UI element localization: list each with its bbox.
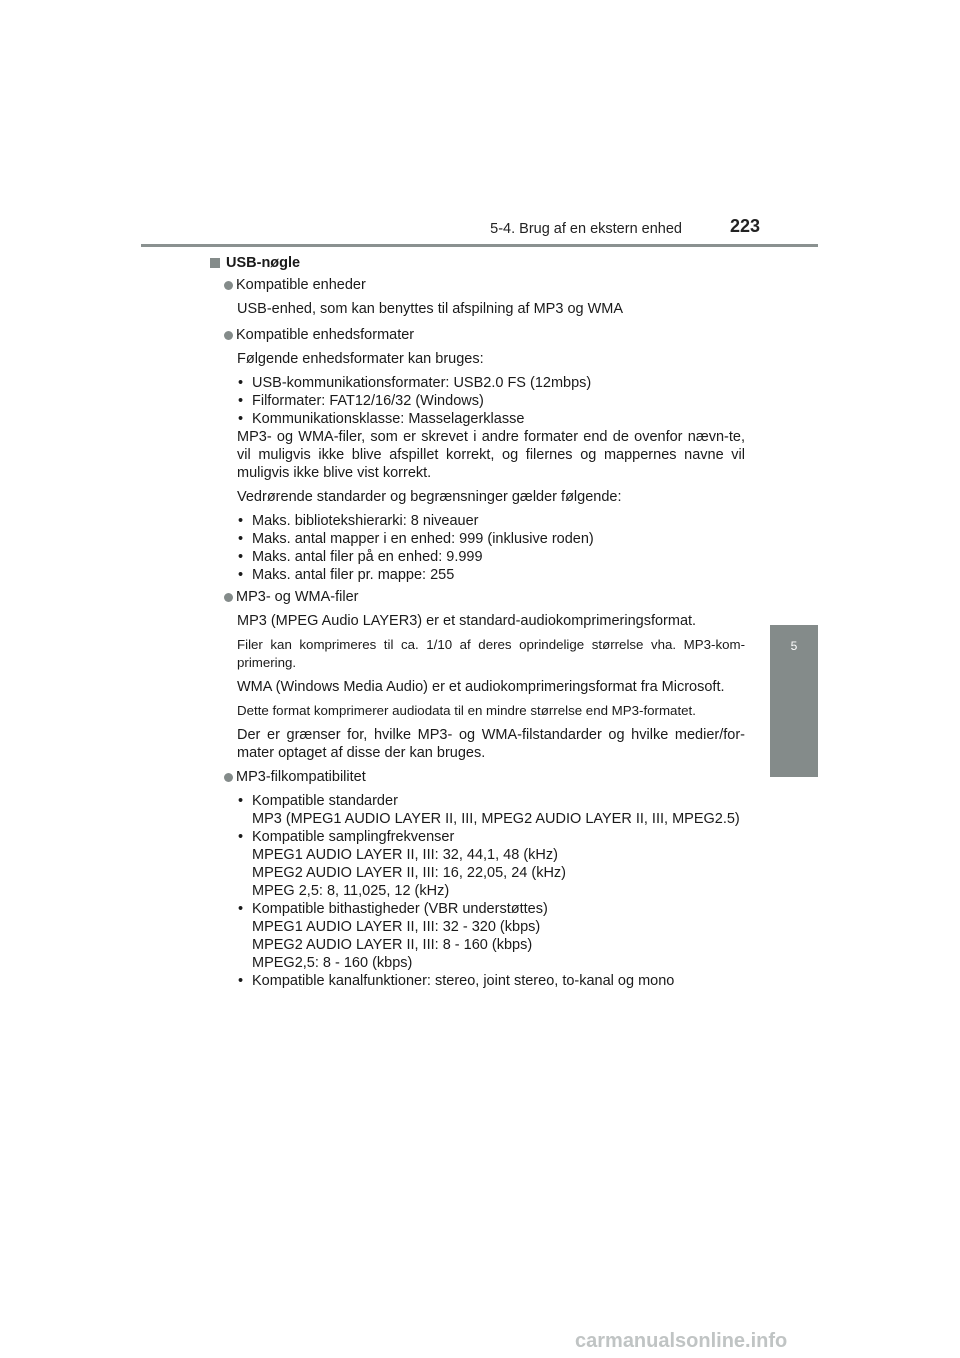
list-item-detail: MPEG1 AUDIO LAYER II, III: 32, 44,1, 48 (kHz) (252, 847, 558, 863)
list-item: • Kompatible bithastigheder (VBR understøttes) (237, 900, 745, 918)
subheading-text: MP3- og WMA-filer (236, 589, 359, 605)
limits-list (210, 512, 745, 584)
paragraph: Følgende enhedsformater kan bruges: (237, 351, 484, 367)
paragraph: Vedrørende standarder og begrænsninger gælder følgende: (237, 489, 622, 505)
subheading-device-formats (210, 326, 745, 344)
paragraph: USB-enhed, som kan benyttes til afspilning af MP3 og WMA (237, 301, 624, 317)
list-item: • Kompatible samplingfrekvenser (237, 828, 745, 846)
subheading-text: MP3-filkompatibilitet (236, 769, 366, 785)
chapter-side-tab (770, 625, 818, 1357)
list-item-detail: MPEG 2,5: 8, 11,025, 12 (kHz) (252, 883, 450, 899)
subheading-mp3-compat (210, 768, 745, 786)
paragraph: WMA (Windows Media Audio) er et audiokomprimeringsformat fra Microsoft. (237, 679, 725, 695)
section-heading (210, 254, 745, 272)
section-heading-text: USB-nøgle (226, 255, 301, 271)
page-number: 223 (729, 216, 761, 236)
paragraph: Der er grænser for, hvilke MP3- og WMA-filstandarder og hvilke medier/for-mater optaget af disse der kan bruges. (237, 727, 745, 761)
round-bullet-icon (224, 593, 233, 602)
paragraph: Dette format komprimerer audiodata til en mindre størrelse end MP3-formatet. (237, 703, 696, 718)
list-item: • Maks. antal filer på en enhed: 9.999 (237, 548, 745, 566)
round-bullet-icon (224, 773, 233, 782)
header-section-title: 5-4. Brug af en ekstern enhed (490, 221, 682, 237)
list-item: • Kompatible standarder (237, 792, 745, 810)
list-item-detail: MPEG1 AUDIO LAYER II, III: 32 - 320 (kbps) (252, 919, 541, 935)
header-divider (141, 244, 818, 247)
list-item-detail: MPEG2,5: 8 - 160 (kbps) (252, 955, 413, 971)
compat-list (210, 792, 745, 990)
round-bullet-icon (224, 331, 233, 340)
square-bullet-icon (210, 258, 220, 268)
paragraph-note: MP3- og WMA-filer, som er skrevet i andre formater end de ovenfor nævn-te, vil muligvis ikke blive afspillet korrekt, og filernes og mappernes navne vil muligvis ikke blive vist korrekt. (237, 429, 745, 481)
page-content (210, 254, 745, 990)
list-item-detail: MPEG2 AUDIO LAYER II, III: 16, 22,05, 24 (kHz) (252, 865, 567, 881)
list-item: • Maks. antal filer pr. mappe: 255 (237, 566, 745, 584)
subheading-text: Kompatible enheder (236, 277, 366, 293)
list-item: • Maks. antal mapper i en enhed: 999 (inklusive roden) (237, 530, 745, 548)
watermark: carmanualsonline.info (575, 1330, 788, 1352)
list-item: • USB-kommunikationsformater: USB2.0 FS (12mbps) (237, 374, 745, 392)
list-item-detail: MP3 (MPEG1 AUDIO LAYER II, III, MPEG2 AUDIO LAYER II, III, MPEG2.5) (252, 811, 740, 827)
format-list (210, 374, 745, 428)
paragraph: MP3 (MPEG Audio LAYER3) er et standard-audiokomprimeringsformat. (237, 613, 697, 629)
round-bullet-icon (224, 281, 233, 290)
list-item: • Maks. bibliotekshierarki: 8 niveauer (237, 512, 745, 530)
chapter-label: Audiosystem (793, 1285, 807, 1357)
list-item: • Kompatible kanalfunktioner: stereo, joint stereo, to-kanal og mono (237, 972, 745, 990)
chapter-number: 5 (790, 639, 798, 653)
list-item: • Filformater: FAT12/16/32 (Windows) (237, 392, 745, 410)
subheading-text: Kompatible enhedsformater (236, 327, 415, 343)
paragraph: Filer kan komprimeres til ca. 1/10 af deres oprindelige størrelse vha. MP3-kom-primering. (237, 637, 745, 670)
subheading-mp3-wma-files (210, 588, 745, 606)
subheading-compatible-devices (210, 276, 745, 294)
list-item-detail: MPEG2 AUDIO LAYER II, III: 8 - 160 (kbps) (252, 937, 533, 953)
list-item: • Kommunikationsklasse: Masselagerklasse (237, 410, 745, 428)
